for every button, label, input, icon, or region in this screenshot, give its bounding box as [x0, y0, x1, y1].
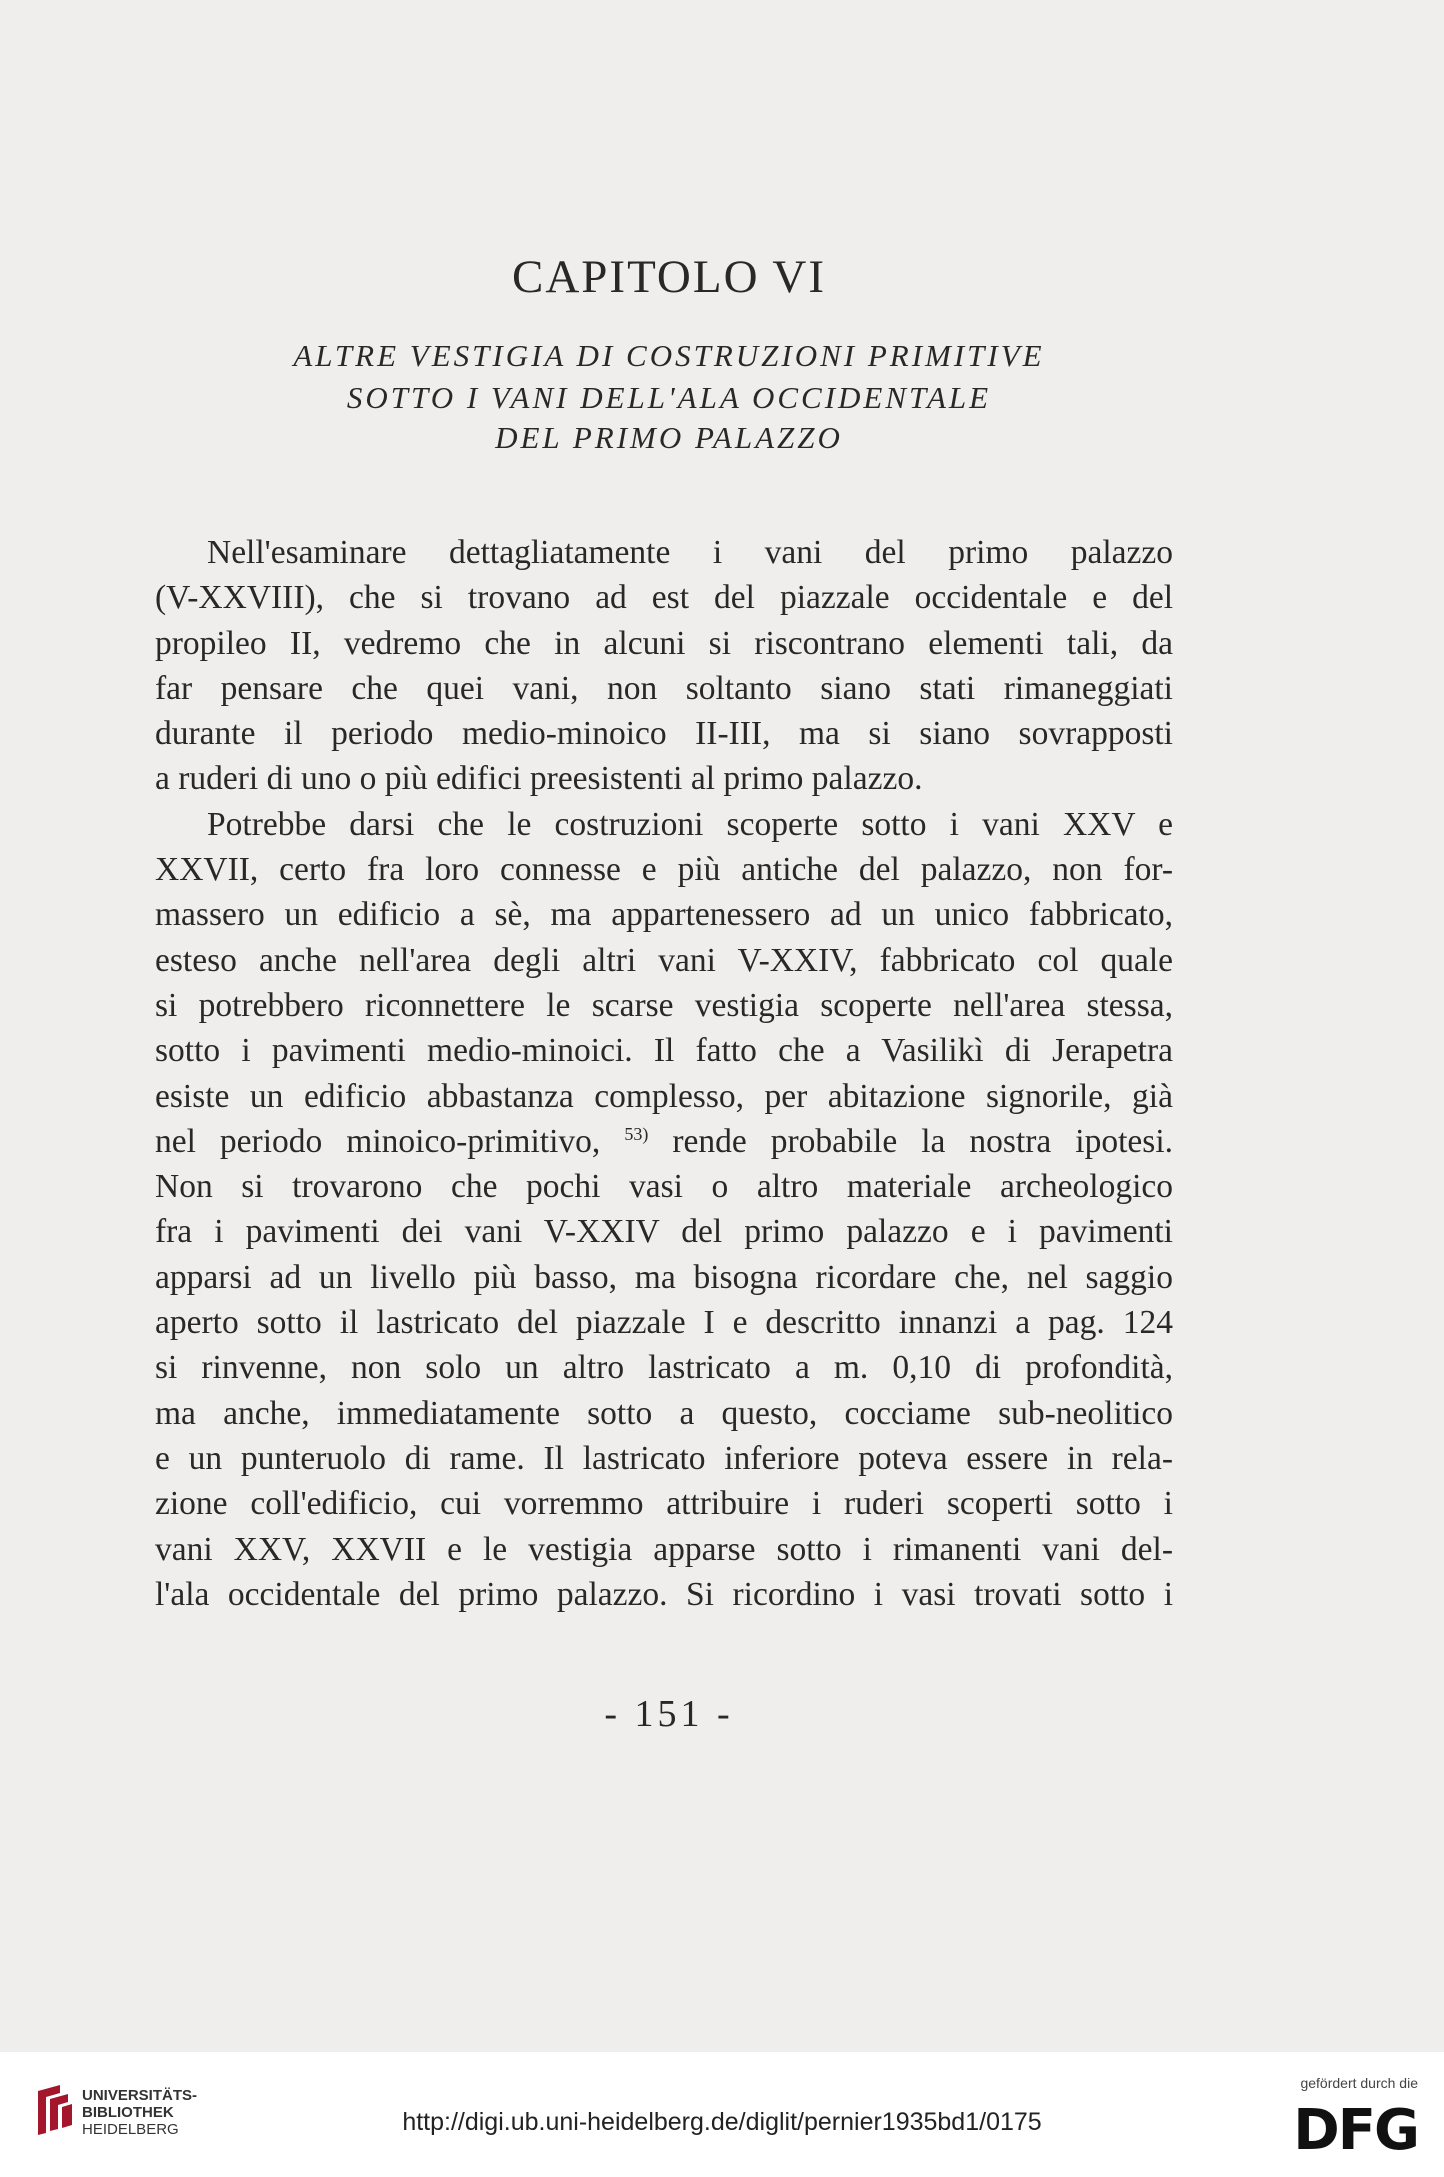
text-fragment: rende probabile la nostra ipotesi. [672, 1122, 1174, 1160]
text-line: Non si trovarono che pochi vasi o altro materiale archeologico [155, 1168, 1173, 1206]
text-line: aperto sotto il lastricato del piazzale I e descritto innanzi a pag. 124 [155, 1304, 1173, 1342]
text-line: Nell'esaminare dettagliatamente i vani del primo palazzo [207, 534, 1173, 571]
library-name-line: UNIVERSITÄTS- [82, 2087, 198, 2104]
text-line: vani XXV, XXVII e le vestigia apparse sotto i rimanenti vani del- [155, 1530, 1173, 1568]
text-line: a ruderi di uno o più edifici preesistenti al primo palazzo. [155, 760, 923, 798]
text-line: sotto i pavimenti medio-minoici. Il fatto che a Vasilikì di Jerapetra [155, 1032, 1173, 1070]
text-line: fra i pavimenti dei vani V-XXIV del primo palazzo e i pavimenti [155, 1213, 1173, 1251]
text-line: (V-XXVIII), che si trovano ad est del piazzale occidentale e del [155, 579, 1173, 617]
text-line: esiste un edificio abbastanza complesso, per abitazione signorile, già [155, 1077, 1173, 1115]
chapter-title: CAPITOLO VI [511, 251, 827, 303]
chapter-subtitle-line-1: ALTRE VESTIGIA DI COSTRUZIONI PRIMITIVE [293, 338, 1045, 373]
text-line: l'ala occidentale del primo palazzo. Si ricordino i vasi trovati sotto i [155, 1575, 1173, 1613]
chapter-subtitle-line-3: DEL PRIMO PALAZZO [495, 420, 843, 455]
text-line-with-note [155, 1119, 1173, 1164]
text-line: XXVII, certo fra loro connesse e più antiche del palazzo, non for- [155, 851, 1173, 889]
text-line: zione coll'edificio, cui vorremmo attribuire i ruderi scoperti sotto i [155, 1485, 1173, 1523]
text-line: massero un edificio a sè, ma appartenessero ad un unico fabbricato, [155, 896, 1173, 934]
page-number: - 151 - [604, 1693, 734, 1735]
body-text [155, 530, 1173, 1617]
text-line: esteso anche nell'area degli altri vani V-XXIV, fabbricato col quale [155, 941, 1173, 979]
library-name-line: BIBLIOTHEK [82, 2104, 174, 2121]
funding-caption: gefördert durch die [1300, 2075, 1418, 2091]
chapter-subtitle-line-2: SOTTO I VANI DELL'ALA OCCIDENTALE [346, 380, 992, 415]
text-fragment: nel periodo minoico-primitivo, [155, 1122, 601, 1160]
text-line: durante il periodo medio-minoico II-III, ma si siano sovrapposti [155, 715, 1173, 753]
footnote-ref[interactable]: 53) [624, 1123, 649, 1144]
text-line: propileo II, vedremo che in alcuni si riscontrano elementi tali, da [155, 624, 1173, 662]
library-name-line: HEIDELBERG [82, 2121, 179, 2138]
text-line: si potrebbero riconnettere le scarse vestigia scoperte nell'area stessa, [155, 986, 1173, 1024]
text-line: si rinvenne, non solo un altro lastricato a m. 0,10 di profondità, [155, 1349, 1173, 1387]
text-line: Potrebbe darsi che le costruzioni scoperte sotto i vani XXV e [207, 805, 1173, 843]
text-line: far pensare che quei vani, non soltanto siano stati rimaneggiati [155, 669, 1173, 707]
dfg-logo[interactable]: DFG [1293, 2098, 1418, 2163]
text-line: ma anche, immediatamente sotto a questo, cocciame sub-neolitico [155, 1394, 1173, 1432]
text-line: apparsi ad un livello più basso, ma bisogna ricordare che, nel saggio [155, 1258, 1173, 1296]
permalink-url[interactable]: http://digi.ub.uni-heidelberg.de/diglit/pernier1935bd1/0175 [402, 2108, 1042, 2136]
text-line: e un punteruolo di rame. Il lastricato inferiore poteva essere in rela- [155, 1439, 1173, 1477]
